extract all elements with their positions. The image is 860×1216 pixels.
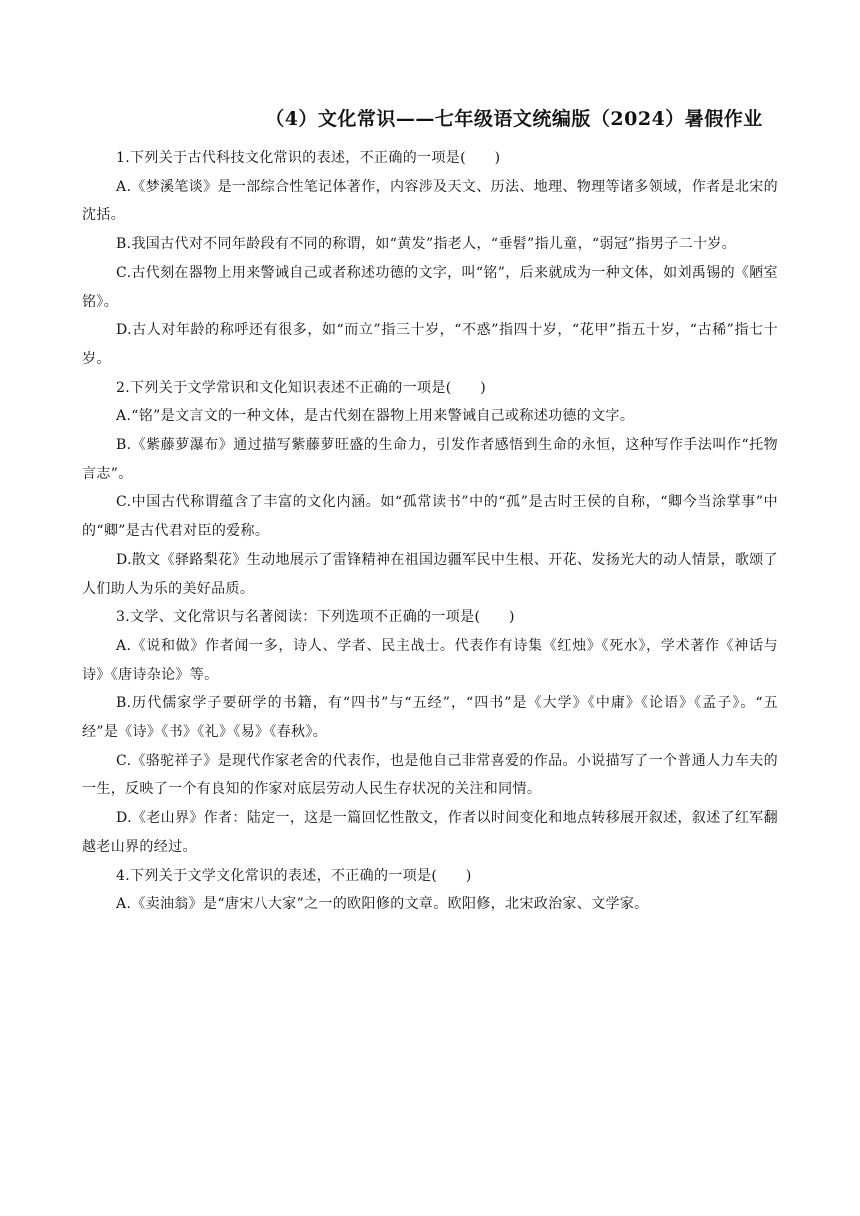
question-1-option-c: C.古代刻在器物上用来警诫自己或者称述功德的文字，叫“铭”，后来就成为一种文体，如刘禹锡的《陋室铭》。	[82, 264, 778, 310]
document-title: （4）文化常识——七年级语文统编版（2024）暑假作业	[265, 108, 763, 130]
question-3-option-a: A.《说和做》作者闻一多，诗人、学者、民主战士。代表作有诗集《红烛》《死水》，学术著作《神话与诗》《唐诗杂论》等。	[82, 637, 778, 683]
question-3-option-d: D.《老山界》作者：陆定一，这是一篇回忆性散文，作者以时间变化和地点转移展开叙述，叙述了红军翻越老山界的经过。	[82, 810, 778, 855]
question-1-option-b: B.我国古代对不同年龄段有不同的称谓，如“黄发”指老人，“垂髫”指儿童，“弱冠”指男子二十岁。	[116, 236, 737, 253]
question-2-option-a: A.“铭”是文言文的一种文体，是古代刻在器物上用来警诫自己或称述功德的文字。	[116, 408, 635, 425]
question-2-option-d: D.散文《驿路梨花》生动地展示了雷锋精神在祖国边疆军民中生根、开花、发扬光大的动人情景，歌颂了人们助人为乐的美好品质。	[82, 551, 778, 597]
question-2-stem: 2.下列关于文学常识和文化知识表述不正确的一项是( )	[116, 379, 487, 396]
question-1-option-a: A.《梦溪笔谈》是一部综合性笔记体著作，内容涉及天文、历法、地理、物理等诸多领域，作者是北宋的沈括。	[82, 178, 778, 224]
question-4-stem: 4.下列关于文学文化常识的表述，不正确的一项是( )	[116, 867, 472, 884]
question-3-option-b: B.历代儒家学子要研学的书籍，有“四书”与“五经”，“四书”是《大学》《中庸》《论语》《孟子》。“五经”是《诗》《书》《礼》《易》《春秋》。	[82, 695, 778, 741]
question-1-option-d: D.古人对年龄的称呼还有很多，如“而立”指三十岁，“不惑”指四十岁，“花甲”指五十岁，“古稀”指七十岁。	[82, 322, 778, 367]
question-4-option-a: A.《卖油翁》是“唐宋八大家”之一的欧阳修的文章。欧阳修，北宋政治家、文学家。	[116, 896, 649, 913]
question-2-option-b: B.《紫藤萝瀑布》通过描写紫藤萝旺盛的生命力，引发作者感悟到生命的永恒，这种写作手法叫作“托物言志”。	[82, 437, 778, 482]
question-3-option-c: C.《骆驼祥子》是现代作家老舍的代表作，也是他自己非常喜爱的作品。小说描写了一个普通人力车夫的一生，反映了一个有良知的作家对底层劳动人民生存状况的关注和同情。	[82, 752, 778, 798]
question-3-stem: 3.文学、文化常识与名著阅读：下列选项不正确的一项是( )	[116, 609, 515, 626]
document-body	[82, 144, 778, 919]
question-1-stem: 1.下列关于古代科技文化常识的表述，不正确的一项是( )	[116, 150, 501, 166]
question-2-option-c: C.中国古代称谓蕴含了丰富的文化内涵。如“孤常读书”中的“孤”是古时王侯的自称，“卿今当涂掌事”中的“卿”是古代君对臣的爱称。	[82, 494, 778, 540]
